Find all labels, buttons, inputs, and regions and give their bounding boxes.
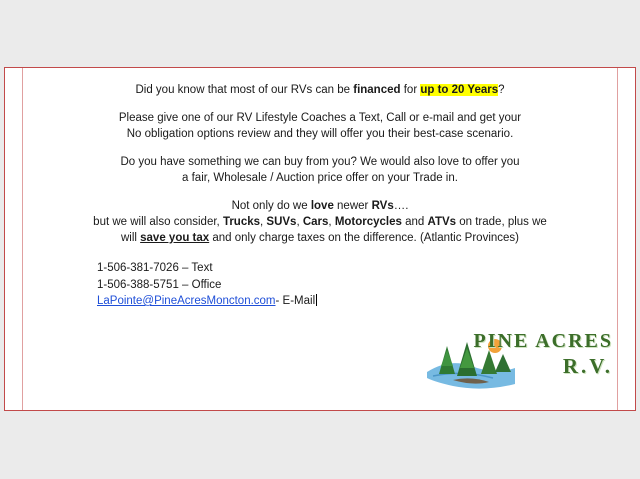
coaches-line-1: Please give one of our RV Lifestyle Coaches a Text, Call or e-mail and get your <box>118 112 522 124</box>
trade-line-1: Do you have something we can buy from you? We would also love to offer you <box>120 156 520 168</box>
logo-name-text: PINE ACRES <box>473 330 613 352</box>
vehicles-bold-suvs: SUVs <box>266 216 297 228</box>
coaches-line-2: No obligation options review and they will offer you their best-case scenario. <box>126 128 514 140</box>
paragraph-coaches <box>31 110 609 142</box>
vehicles-bold-atvs: ATVs <box>427 216 457 228</box>
vehicles-mid: newer <box>333 200 372 212</box>
vehicles-post: …. <box>393 200 409 212</box>
vehicles-sep-3: , <box>328 216 335 228</box>
trade-line-2: a fair, Wholesale / Auction price offer on your Trade in. <box>182 172 458 184</box>
financing-bold: financed <box>353 84 401 96</box>
text-caret <box>316 294 317 306</box>
vehicles-sep-2: , <box>296 216 303 228</box>
contact-block <box>31 260 609 310</box>
vehicles-bold-trucks: Trucks <box>222 216 261 228</box>
paragraph-vehicles <box>31 198 609 246</box>
vehicles-bold-love: love <box>310 200 334 212</box>
logo-wordmark <box>474 330 613 378</box>
financing-suffix: ? <box>498 84 505 96</box>
vehicles-consider-pre: but we will also consider, <box>93 216 223 228</box>
contact-email-line[interactable] <box>97 293 609 310</box>
right-margin-guide <box>617 68 618 410</box>
vehicles-trade-post: on trade, plus we <box>456 216 547 228</box>
contact-phone-office: 1-506-388-5751 – Office <box>97 278 222 291</box>
tax-bold-underline: save you tax <box>140 232 210 244</box>
logo-sub-text: R.V. <box>562 354 613 378</box>
financing-mid: for <box>400 84 421 96</box>
paragraph-trade <box>31 154 609 186</box>
email-suffix: - E-Mail <box>275 295 316 307</box>
document-sheet[interactable] <box>4 67 636 411</box>
vehicles-pre: Not only do we <box>231 200 311 212</box>
email-link[interactable]: LaPointe@PineAcresMoncton.com <box>97 295 276 307</box>
left-margin-guide <box>22 68 23 410</box>
tax-pre: will <box>120 232 141 244</box>
vehicles-bold-cars: Cars <box>302 216 329 228</box>
vehicles-sep-1: , <box>260 216 267 228</box>
pine-acres-rv-logo <box>423 322 615 396</box>
tax-post: and only charge taxes on the difference. (Atlantic Provinces) <box>209 232 520 244</box>
contact-phone-text: 1-506-381-7026 – Text <box>97 262 213 274</box>
financing-prefix: Did you know that most of our RVs can be <box>135 84 354 96</box>
vehicles-bold-rvs: RVs <box>371 200 394 212</box>
paragraph-financing <box>31 82 609 98</box>
vehicles-bold-motorcycles: Motorcycles <box>334 216 402 228</box>
financing-highlight: up to 20 Years <box>420 84 499 96</box>
vehicles-sep-4: and <box>401 216 428 228</box>
